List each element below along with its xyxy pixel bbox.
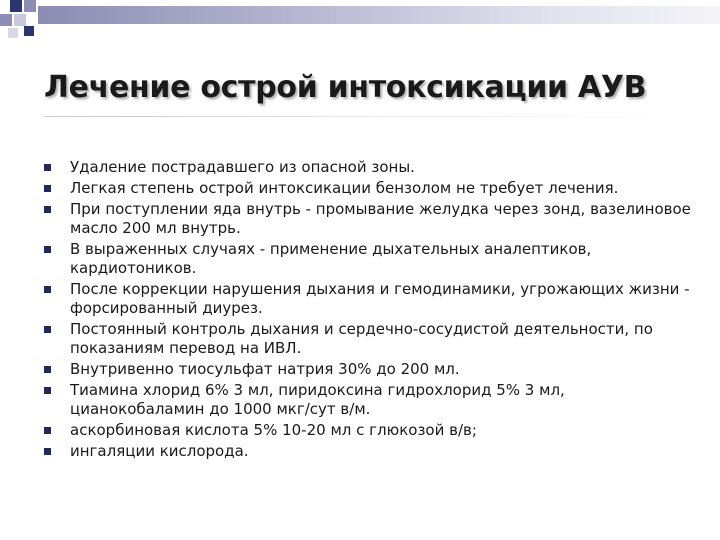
square-bullet-icon [44, 366, 51, 373]
bullet-text: При поступлении яда внутрь - промывание желудка через зонд, вазелиновое масло 200 мл внутрь. [70, 200, 691, 237]
bullet-text: ингаляции кислорода. [70, 442, 249, 460]
square-bullet-icon [44, 206, 51, 213]
square-bullet-icon [44, 246, 51, 253]
slide-title: Лечение острой интоксикации АУВ [44, 70, 647, 105]
header-decoration [0, 0, 720, 40]
deco-square [24, 0, 36, 12]
bullet-text: Удаление пострадавшего из опасной зоны. [70, 158, 415, 176]
bullet-text: После коррекции нарушения дыхания и гемодинамики, угрожающих жизни - форсированный диурез. [70, 280, 690, 317]
square-bullet-icon [44, 185, 51, 192]
bullet-item [44, 421, 704, 440]
deco-square [10, 0, 22, 12]
bullet-text: Внутривенно тиосульфат натрия 30% до 200 мл. [70, 360, 460, 378]
bullet-item [44, 360, 704, 379]
bullet-text: Тиамина хлорид 6% 3 мл, пиридоксина гидрохлорид 5% 3 мл, цианокобаламин до 1000 мкг/сут в/м. [70, 381, 565, 418]
bullet-item [44, 158, 704, 177]
bullet-item [44, 200, 704, 238]
square-bullet-icon [44, 448, 51, 455]
bullet-item [44, 179, 704, 198]
bullet-list [44, 158, 704, 463]
deco-square [14, 14, 26, 26]
bullet-item [44, 442, 704, 461]
bullet-item [44, 381, 704, 419]
deco-square [0, 14, 12, 26]
square-bullet-icon [44, 326, 51, 333]
bullet-text: Постоянный контроль дыхания и сердечно-сосудистой деятельности, по показаниям перевод на ИВЛ. [70, 320, 653, 357]
bullet-text: Легкая степень острой интоксикации бензолом не требует лечения. [70, 179, 619, 197]
bullet-item [44, 320, 704, 358]
title-underline [44, 116, 684, 117]
header-gradient-band [38, 6, 720, 24]
deco-square [24, 26, 34, 36]
square-bullet-icon [44, 427, 51, 434]
bullet-item [44, 280, 704, 318]
square-bullet-icon [44, 387, 51, 394]
deco-square [8, 28, 18, 38]
bullet-text: аскорбиновая кислота 5% 10-20 мл с глюкозой в/в; [70, 421, 477, 439]
bullet-item [44, 240, 704, 278]
square-bullet-icon [44, 286, 51, 293]
bullet-text: В выраженных случаях - применение дыхательных аналептиков, кардиотоников. [70, 240, 592, 277]
square-bullet-icon [44, 164, 51, 171]
